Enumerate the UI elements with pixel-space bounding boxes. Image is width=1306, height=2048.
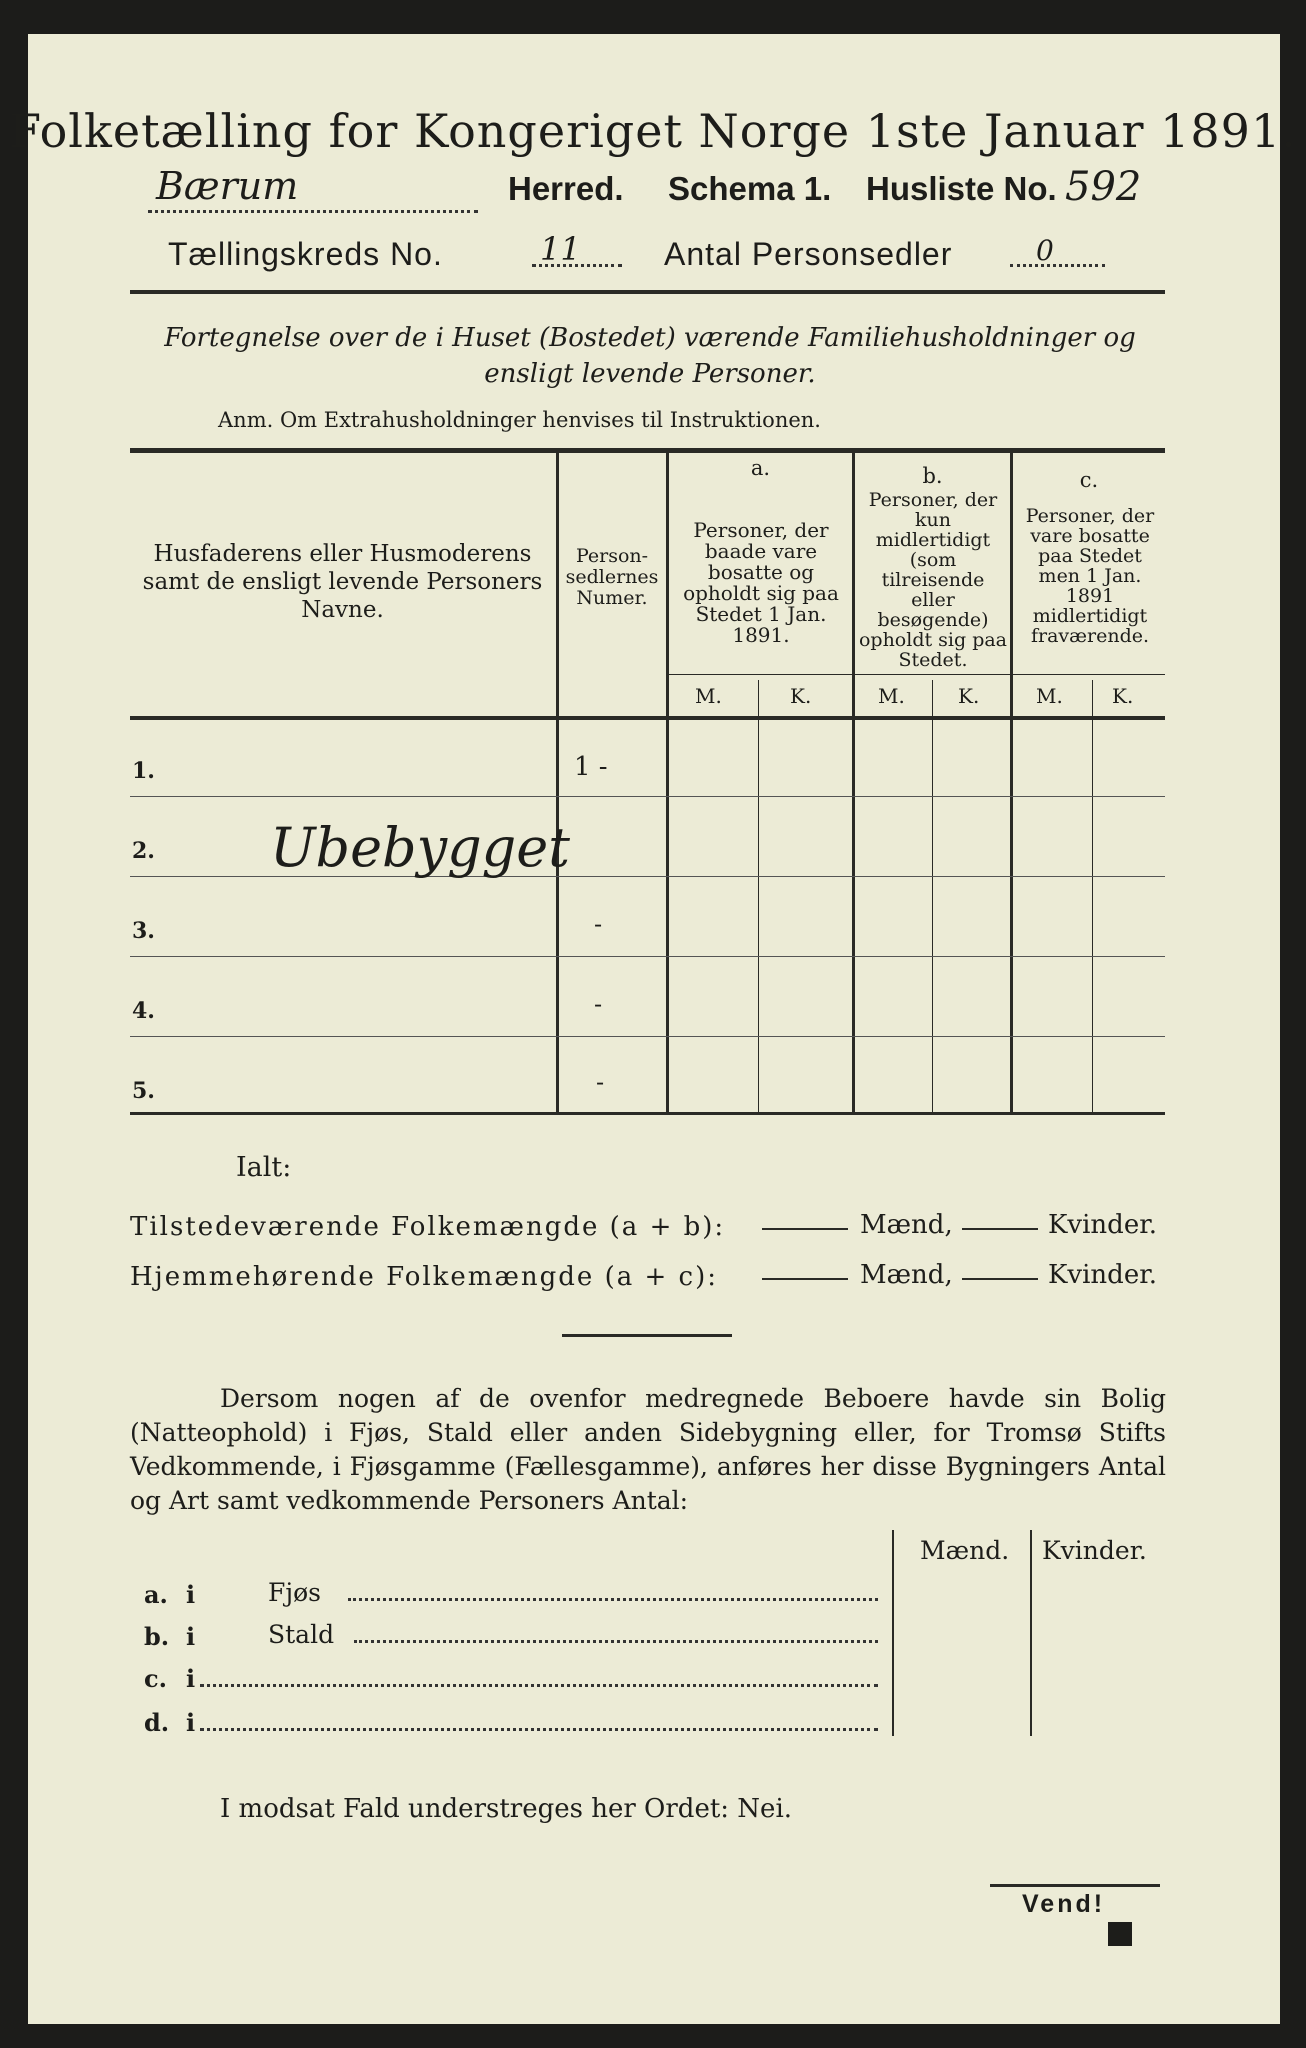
col-b-k: K. bbox=[958, 684, 980, 708]
col-c-k: K. bbox=[1112, 684, 1134, 708]
building-letter: b. bbox=[144, 1622, 170, 1651]
col-divider-mk bbox=[932, 680, 933, 1112]
row-number: 5. bbox=[132, 1078, 155, 1104]
buildings-divider bbox=[1030, 1530, 1032, 1736]
blank-line bbox=[762, 1228, 848, 1230]
husliste-label: Husliste No. bbox=[866, 170, 1057, 207]
col-b-letter: b. bbox=[922, 464, 943, 488]
row-numer: 1 - bbox=[574, 752, 608, 782]
col-divider bbox=[666, 453, 669, 1113]
building-dots bbox=[348, 1598, 878, 1601]
sidebygning-paragraph bbox=[130, 1382, 1166, 1518]
herred-field bbox=[148, 164, 478, 213]
husliste-value: 592 bbox=[1065, 164, 1142, 210]
building-letter: a. bbox=[144, 1580, 168, 1609]
building-dots bbox=[200, 1684, 878, 1687]
col-c-m: M. bbox=[1036, 684, 1063, 708]
vend-rule bbox=[990, 1884, 1160, 1887]
col-a-m: M. bbox=[695, 684, 722, 708]
row-number: 4. bbox=[132, 998, 155, 1024]
col-a-header: Personer, der baade vare bosatte og opholdt sig paa Stedet 1 Jan. 1891. bbox=[683, 518, 839, 647]
antal-dots bbox=[1010, 264, 1105, 267]
col-b-header: Personer, der kun midlertidigt (som tilreisende eller besøgende) opholdt sig paa Stedet. bbox=[858, 489, 1008, 671]
building-letter: c. bbox=[144, 1664, 167, 1693]
nei-note: I modsat Fald understreges her Ordet: Nei. bbox=[220, 1794, 793, 1824]
row-number: 2. bbox=[132, 838, 155, 864]
col-divider bbox=[556, 453, 559, 1113]
building-label: Stald bbox=[268, 1620, 335, 1649]
col-a-letter: a. bbox=[750, 456, 771, 480]
maend-label: Mænd, bbox=[860, 1210, 953, 1240]
blank-line bbox=[762, 1278, 848, 1280]
antal-value: 0 bbox=[1036, 234, 1054, 267]
header-rule bbox=[130, 290, 1165, 294]
row-name-handwritten: Ubebygget bbox=[270, 816, 570, 879]
row-numer: - bbox=[594, 990, 603, 1018]
col-divider bbox=[1010, 453, 1013, 1113]
row-number: 3. bbox=[132, 918, 155, 944]
buildings-divider bbox=[892, 1530, 894, 1736]
corner-mark bbox=[1108, 1922, 1132, 1946]
building-i: i bbox=[186, 1580, 196, 1609]
row-rule bbox=[130, 796, 1165, 797]
building-i: i bbox=[186, 1708, 196, 1737]
section-divider bbox=[562, 1334, 732, 1337]
col-names-header: Husfaderens eller Husmoderens samt de ensligt levende Personers Navne. bbox=[142, 541, 543, 623]
row-rule bbox=[130, 956, 1165, 957]
anm-note: Anm. Om Extrahusholdninger henvises til Instruktionen. bbox=[218, 408, 821, 432]
intro-text: Fortegnelse over de i Huset (Bostedet) værende Familiehusholdninger og ensligt levende Personer. bbox=[164, 323, 1136, 389]
row-rule bbox=[130, 1036, 1165, 1037]
kreds-label: Tællingskreds No. bbox=[168, 236, 443, 272]
kreds-value: 11 bbox=[540, 230, 581, 268]
kvinder-label: Kvinder. bbox=[1048, 1260, 1158, 1290]
herred-value: Bærum bbox=[156, 164, 299, 208]
mk-rule bbox=[669, 674, 1165, 675]
col-divider-mk bbox=[758, 680, 759, 1112]
blank-line bbox=[962, 1228, 1038, 1230]
building-i: i bbox=[186, 1664, 196, 1693]
col-c-letter: c. bbox=[1079, 468, 1099, 492]
blank-line bbox=[962, 1278, 1038, 1280]
paragraph-text: Dersom nogen af de ovenfor medregnede Beboere havde sin Bolig (Natteophold) i Fjøs, Stald eller anden Sidebygning eller, for Tromsø Stifts Vedkommende, i Fjøsgamme (Fællesgamme), anføres her disse Bygningers Antal og Art samt vedkommende Personers Antal: bbox=[130, 1384, 1166, 1515]
maend-head: Mænd. bbox=[920, 1536, 1010, 1565]
row-numer: - bbox=[594, 910, 603, 938]
schema-label: Schema 1. bbox=[668, 170, 832, 207]
tilstede-label: Tilstedeværende Folkemængde (a + b): bbox=[130, 1212, 726, 1242]
col-c-header: Personer, der vare bosatte paa Stedet men 1 Jan. 1891 midlertidigt fraværende. bbox=[1025, 505, 1155, 647]
vend-label: Vend! bbox=[1022, 1890, 1106, 1918]
col-numer-header: Person-sedlernes Numer. bbox=[565, 545, 659, 609]
row-number: 1. bbox=[132, 758, 155, 784]
kvinder-head: Kvinder. bbox=[1042, 1536, 1147, 1565]
building-i: i bbox=[186, 1622, 196, 1651]
antal-label: Antal Personsedler bbox=[664, 236, 953, 272]
kvinder-label: Kvinder. bbox=[1048, 1210, 1158, 1240]
col-divider-mk bbox=[1092, 680, 1093, 1112]
building-dots bbox=[200, 1728, 878, 1731]
col-a-k: K. bbox=[790, 684, 812, 708]
hjemme-label: Hjemmehørende Folkemængde (a + c): bbox=[130, 1262, 718, 1292]
maend-label: Mænd, bbox=[860, 1260, 953, 1290]
col-b-m: M. bbox=[878, 684, 905, 708]
building-letter: d. bbox=[144, 1708, 170, 1737]
ialt-label: Ialt: bbox=[236, 1152, 292, 1183]
building-dots bbox=[354, 1640, 878, 1643]
herred-label: Herred. bbox=[508, 170, 624, 207]
row-numer: - bbox=[596, 1068, 605, 1096]
form-title: Folketælling for Kongeriget Norge 1ste Januar 1891. bbox=[9, 104, 1297, 158]
building-label: Fjøs bbox=[268, 1578, 321, 1607]
col-divider bbox=[852, 453, 855, 1113]
